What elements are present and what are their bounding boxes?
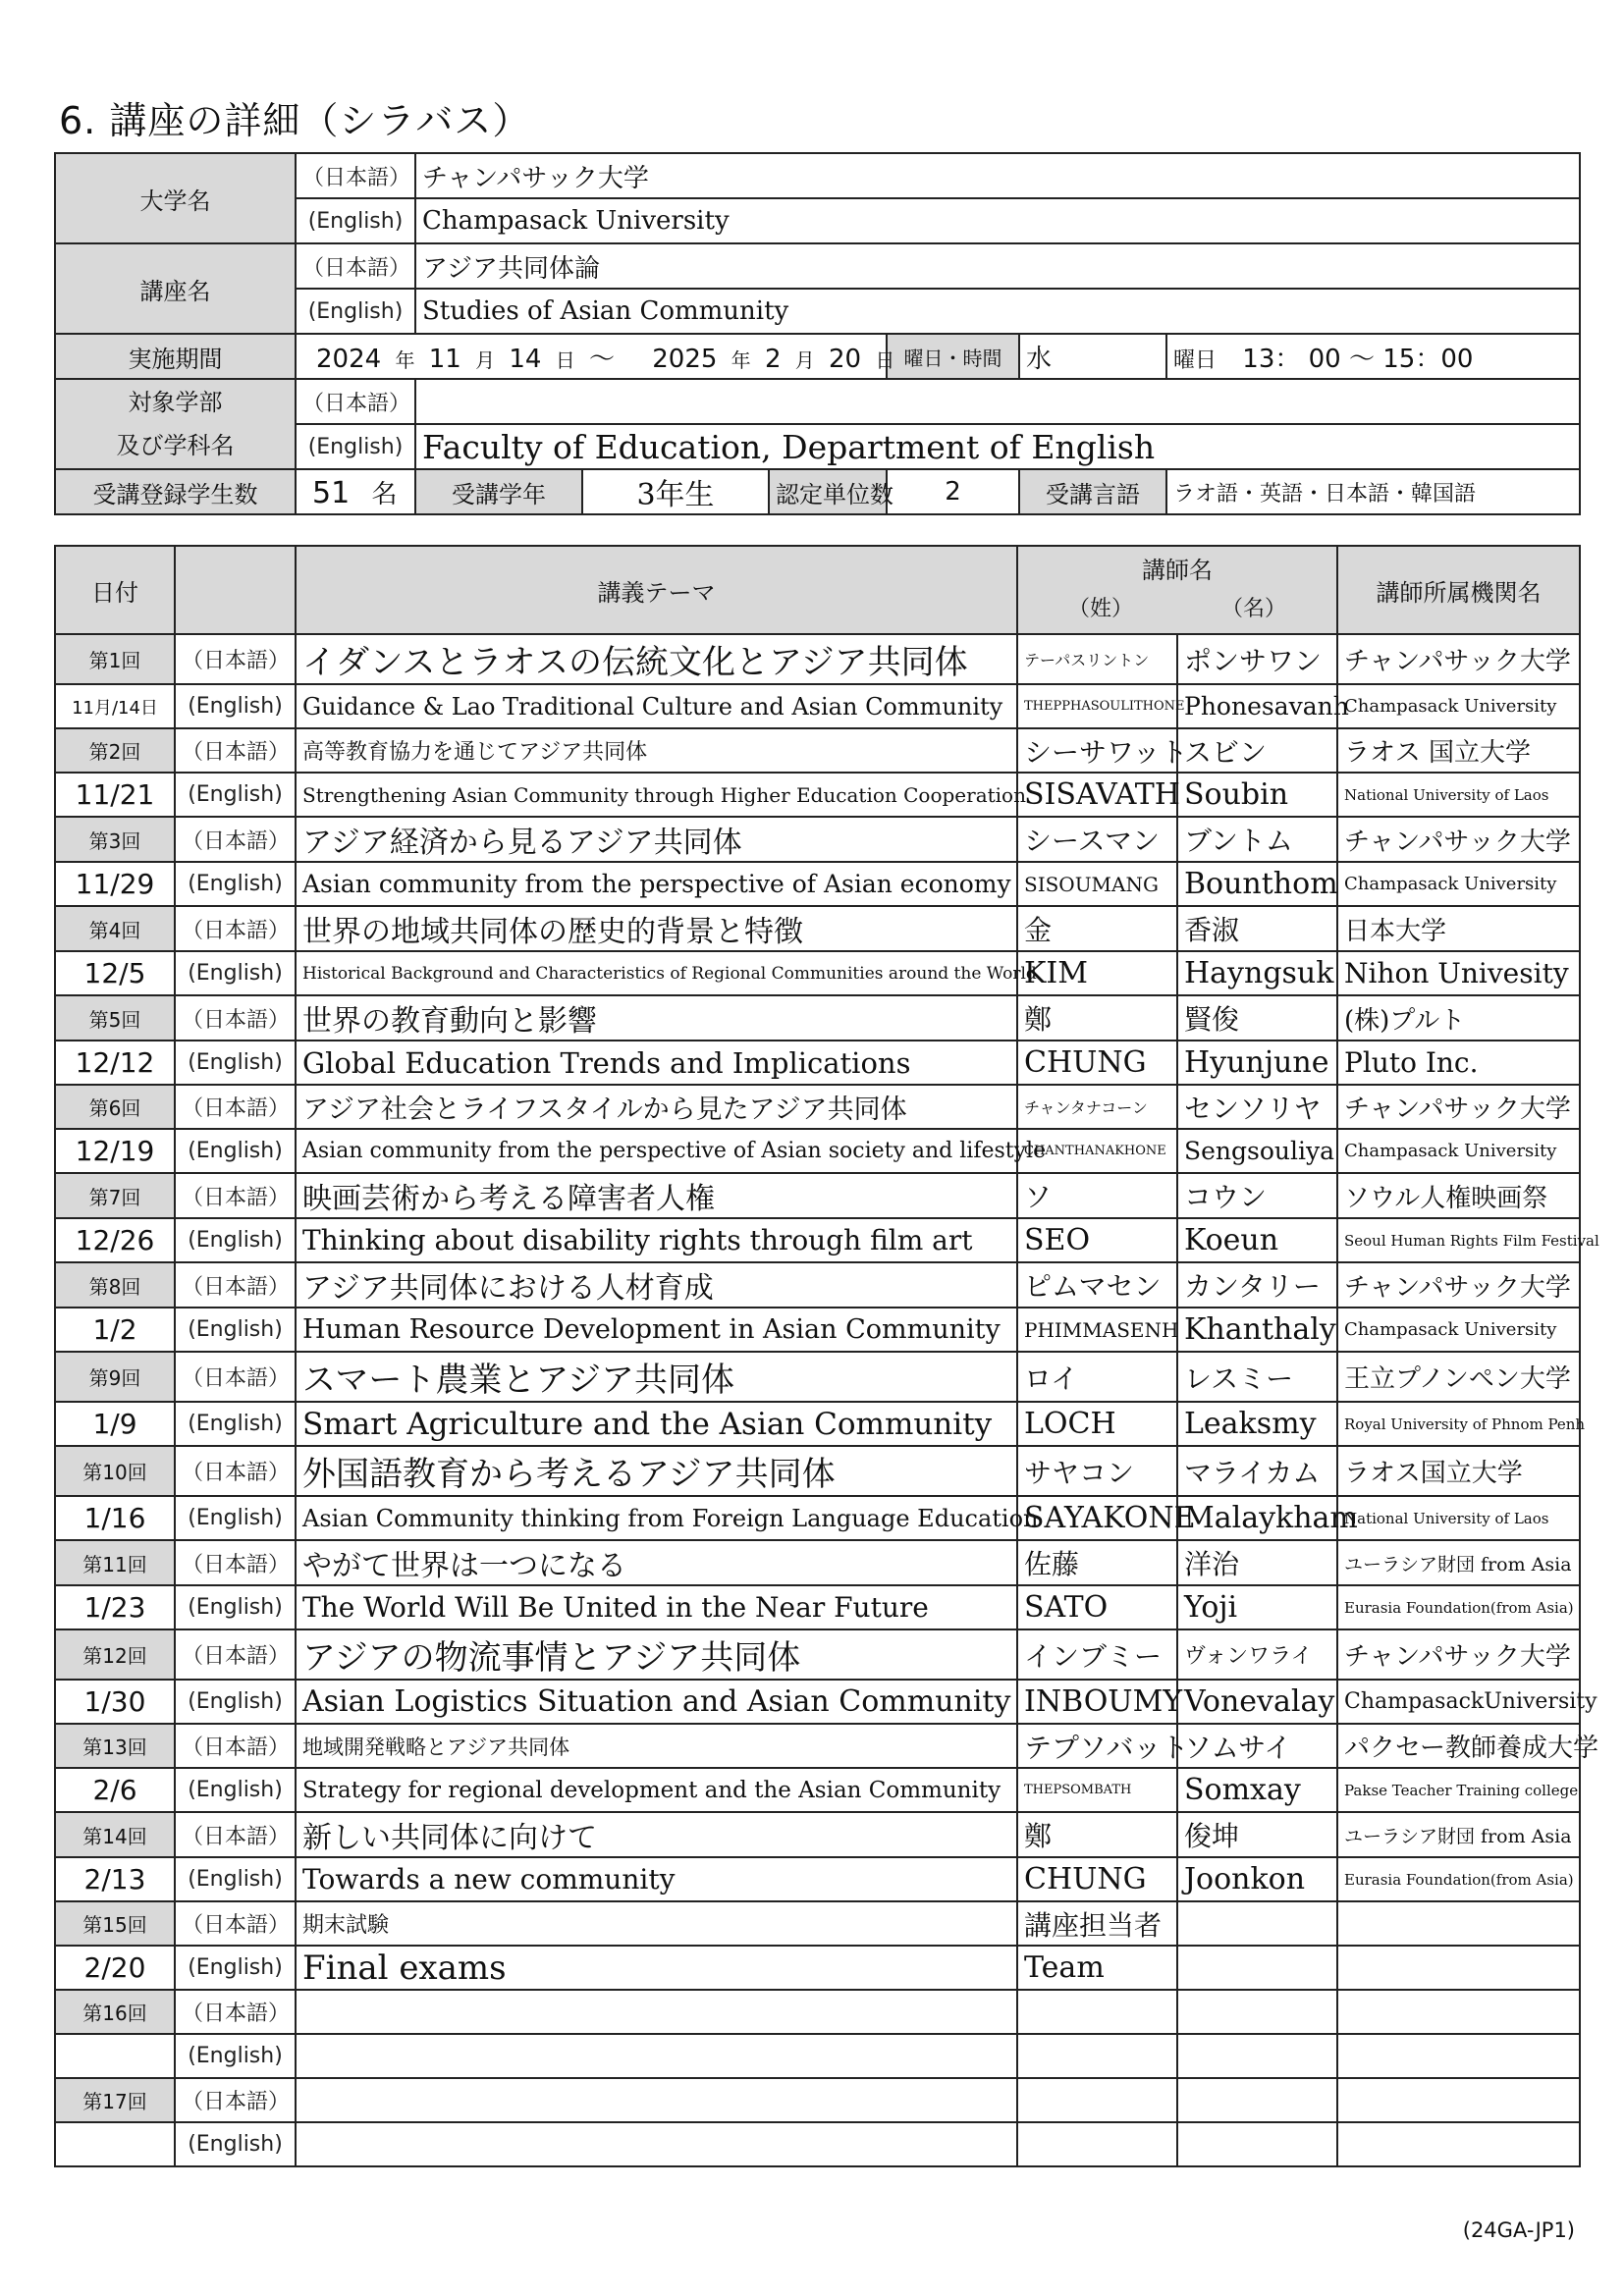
lang-ja-label: （日本語）	[175, 2078, 296, 2122]
lecturer-surname-en: SISOUMANG	[1017, 862, 1177, 906]
affiliation-ja: ソウル人権映画祭	[1337, 1173, 1580, 1218]
session-date: 2/20	[55, 1946, 175, 1990]
lang-en-label: (English)	[175, 862, 296, 906]
month-unit: 月	[475, 347, 496, 372]
theme-ja: 高等教育協力を通じてアジア共同体	[296, 728, 1017, 773]
session-row-en	[55, 951, 1580, 995]
session-row-en	[55, 1496, 1580, 1540]
lecturer-given-ja: コウン	[1177, 1173, 1337, 1218]
session-date: 12/5	[55, 951, 175, 995]
affiliation-ja: ラオス 国立大学	[1337, 728, 1580, 773]
lang-en-label: (English)	[296, 424, 415, 469]
lecturer-given-en: Malaykham	[1177, 1496, 1337, 1540]
theme-en: Strengthening Asian Community through Higher Education Cooperation	[296, 773, 1017, 817]
session-date: 12/19	[55, 1129, 175, 1173]
lang-ja-label: （日本語）	[175, 728, 296, 773]
course-en: Studies of Asian Community	[415, 289, 1580, 334]
lecturer-subheaders	[1024, 590, 1330, 629]
students-label: 受講登録学生数	[55, 469, 296, 514]
lecturer-surname-ja: ロイ	[1017, 1352, 1177, 1402]
lecturer-surname-en: SATO	[1017, 1585, 1177, 1629]
session-number: 第5回	[55, 995, 175, 1041]
theme-ja: アジアの物流事情とアジア共同体	[296, 1629, 1017, 1680]
lecturer-surname-ja: テプソバット	[1017, 1724, 1177, 1768]
lang-en-label: (English)	[175, 1496, 296, 1540]
lang-en-label: (English)	[175, 2122, 296, 2166]
session-row-ja	[55, 1629, 1580, 1680]
lang-en-label: (English)	[175, 1768, 296, 1812]
affiliation-en: Champasack University	[1337, 1129, 1580, 1173]
session-date: 11/29	[55, 862, 175, 906]
theme-en: Historical Background and Characteristics of Regional Communities around the World	[296, 951, 1017, 995]
lang-ja-label: （日本語）	[175, 1262, 296, 1308]
lang-ja-label: （日本語）	[175, 995, 296, 1041]
affiliation-en: Pakse Teacher Training college	[1337, 1768, 1580, 1812]
lang-ja-label: （日本語）	[175, 817, 296, 862]
affiliation-ja	[1337, 2078, 1580, 2122]
session-row-en	[55, 1768, 1580, 1812]
affiliation-en: Pluto Inc.	[1337, 1041, 1580, 1085]
session-date: 1/9	[55, 1402, 175, 1446]
affiliation-en	[1337, 2034, 1580, 2078]
date-header: 日付	[55, 546, 175, 634]
lecturer-given-en: Koeun	[1177, 1218, 1337, 1262]
theme-ja: 映画芸術から考える障害者人権	[296, 1173, 1017, 1218]
lecturer-surname-en: CHUNG	[1017, 1041, 1177, 1085]
lecturer-surname-en: SEO	[1017, 1218, 1177, 1262]
lecturer-given-ja: 賢俊	[1177, 995, 1337, 1041]
lecturer-given-en	[1177, 2034, 1337, 2078]
lecturer-given-en: Khanthaly	[1177, 1308, 1337, 1352]
affiliation-en: ChampasackUniversity	[1337, 1680, 1580, 1724]
session-row-ja	[55, 1901, 1580, 1946]
lecturer-surname-ja: テーパスリントン	[1017, 634, 1177, 684]
lang-en-label: (English)	[175, 951, 296, 995]
lang-en-label: (English)	[296, 198, 415, 243]
session-row-ja	[55, 1352, 1580, 1402]
session-number: 第12回	[55, 1629, 175, 1680]
theme-ja: イダンスとラオスの伝統文化とアジア共同体	[296, 634, 1017, 684]
affiliation-en: National University of Laos	[1337, 773, 1580, 817]
lang-en-label: (English)	[175, 1402, 296, 1446]
affiliation-en: Nihon Univesity	[1337, 951, 1580, 995]
lecturer-given-ja: マライカム	[1177, 1446, 1337, 1496]
affiliation-en	[1337, 2122, 1580, 2166]
affiliation-en: National University of Laos	[1337, 1496, 1580, 1540]
grade-label: 受講学年	[415, 469, 582, 514]
theme-ja: アジア共同体における人材育成	[296, 1262, 1017, 1308]
theme-en: Global Education Trends and Implications	[296, 1041, 1017, 1085]
lecturer-given-ja: 洋治	[1177, 1540, 1337, 1585]
lecturer-given-ja: ポンサワン	[1177, 634, 1337, 684]
lecturer-surname-ja: シースマン	[1017, 817, 1177, 862]
affiliation-ja: 日本大学	[1337, 906, 1580, 951]
session-date: 1/2	[55, 1308, 175, 1352]
lang-en-label: (English)	[175, 1308, 296, 1352]
lang-ja-label: （日本語）	[175, 1812, 296, 1857]
lang-ja-label: （日本語）	[296, 379, 415, 424]
session-row-ja	[55, 1446, 1580, 1496]
lang-en-label: (English)	[175, 1585, 296, 1629]
session-number: 第4回	[55, 906, 175, 951]
lecturer-surname-ja: チャンタナコーン	[1017, 1085, 1177, 1129]
lang-ja-label: （日本語）	[175, 1901, 296, 1946]
lecturer-surname-en: KIM	[1017, 951, 1177, 995]
theme-en: Towards a new community	[296, 1857, 1017, 1901]
faculty-label-line1: 対象学部	[128, 389, 223, 416]
lecturer-surname-en: SISAVATH	[1017, 773, 1177, 817]
lecturer-surname-ja: サヤコン	[1017, 1446, 1177, 1496]
session-date: 11月/14日	[55, 684, 175, 728]
session-row-ja	[55, 634, 1580, 684]
affiliation-en: Champasack University	[1337, 862, 1580, 906]
course-info-table	[54, 152, 1581, 515]
affiliation-en: Champasack University	[1337, 684, 1580, 728]
surname-header: （姓）	[1067, 597, 1133, 621]
session-date: 2/6	[55, 1768, 175, 1812]
lang-ja-label: （日本語）	[296, 243, 415, 289]
form-code: (24GA-JP1)	[1462, 2218, 1575, 2242]
session-number: 第14回	[55, 1812, 175, 1857]
session-date: 1/16	[55, 1496, 175, 1540]
affiliation-ja	[1337, 1990, 1580, 2034]
lecturer-given-en	[1177, 2122, 1337, 2166]
affiliation-en: Eurasia Foundation(from Asia)	[1337, 1585, 1580, 1629]
lecturer-given-ja: レスミー	[1177, 1352, 1337, 1402]
time-value	[1166, 334, 1580, 379]
session-row-ja	[55, 906, 1580, 951]
session-row-en	[55, 1129, 1580, 1173]
faculty-label-line2: 及び学科名	[116, 432, 235, 459]
lecturer-header-title: 講師名	[1142, 557, 1213, 584]
lecturer-surname-en: Team	[1017, 1946, 1177, 1990]
session-date: 2/13	[55, 1857, 175, 1901]
lang-ja-label: （日本語）	[175, 1540, 296, 1585]
session-date	[55, 2034, 175, 2078]
lecturer-given-ja: カンタリー	[1177, 1262, 1337, 1308]
lang-en-label: (English)	[175, 2034, 296, 2078]
theme-en: Asian community from the perspective of Asian economy	[296, 862, 1017, 906]
theme-en	[296, 2122, 1017, 2166]
affiliation-en: Royal University of Phnom Penh	[1337, 1402, 1580, 1446]
theme-en: The World Will Be United in the Near Future	[296, 1585, 1017, 1629]
students-unit: 名	[371, 479, 398, 509]
faculty-en: Faculty of Education, Department of English	[415, 424, 1580, 469]
lecturer-given-ja: ソムサイ	[1177, 1724, 1337, 1768]
session-number: 第2回	[55, 728, 175, 773]
affiliation-ja: パクセー教師養成大学	[1337, 1724, 1580, 1768]
lecturer-surname-ja	[1017, 1990, 1177, 2034]
lecturer-given-ja: 俊坤	[1177, 1812, 1337, 1857]
lang-en-label: (English)	[296, 289, 415, 334]
lecturer-given-ja: スビン	[1177, 728, 1337, 773]
session-row-en	[55, 1218, 1580, 1262]
lecturer-surname-en: INBOUMY	[1017, 1680, 1177, 1724]
affiliation-ja: ユーラシア財団 from Asia	[1337, 1812, 1580, 1857]
lecturer-given-ja: ブントム	[1177, 817, 1337, 862]
students-count: 51	[312, 475, 351, 510]
session-row-ja	[55, 1173, 1580, 1218]
lang-ja-label: （日本語）	[175, 1446, 296, 1496]
day-unit: 日	[875, 347, 895, 372]
session-number: 第1回	[55, 634, 175, 684]
students-value	[296, 469, 415, 514]
session-row-ja	[55, 728, 1580, 773]
theme-ja: やがて世界は一つになる	[296, 1540, 1017, 1585]
lecturer-surname-en: PHIMMASENH	[1017, 1308, 1177, 1352]
lecturer-given-ja: 香淑	[1177, 906, 1337, 951]
session-row-ja	[55, 817, 1580, 862]
session-row-ja	[55, 1262, 1580, 1308]
lecturer-surname-en: SAYAKONE	[1017, 1496, 1177, 1540]
end-month: 2	[764, 344, 782, 374]
session-row-ja	[55, 1812, 1580, 1857]
weekday-value: 水	[1019, 334, 1166, 379]
theme-ja	[296, 2078, 1017, 2122]
lang-ja-label: （日本語）	[175, 1352, 296, 1402]
lecturer-surname-ja: 講座担当者	[1017, 1901, 1177, 1946]
lecturer-surname-ja: シーサワット	[1017, 728, 1177, 773]
lecturer-surname-en: LOCH	[1017, 1402, 1177, 1446]
languages-value: ラオ語・英語・日本語・韓国語	[1166, 469, 1580, 514]
time-range: 13： 00 ～ 15：00	[1242, 344, 1474, 374]
session-row-ja	[55, 1085, 1580, 1129]
lecturer-given-en: Leaksmy	[1177, 1402, 1337, 1446]
course-ja: アジア共同体論	[415, 243, 1580, 289]
theme-en: Asian Community thinking from Foreign Language Education	[296, 1496, 1017, 1540]
session-date: 1/30	[55, 1680, 175, 1724]
lang-ja-label: （日本語）	[296, 153, 415, 198]
faculty-ja	[415, 379, 1580, 424]
session-row-ja	[55, 2078, 1580, 2122]
theme-en: Human Resource Development in Asian Community	[296, 1308, 1017, 1352]
session-number: 第3回	[55, 817, 175, 862]
session-row-en	[55, 1946, 1580, 1990]
lang-en-label: (English)	[175, 684, 296, 728]
lecturer-given-en: Joonkon	[1177, 1857, 1337, 1901]
affiliation-en: Seoul Human Rights Film Festival	[1337, 1218, 1580, 1262]
lang-ja-label: （日本語）	[175, 634, 296, 684]
theme-en: Thinking about disability rights through film art	[296, 1218, 1017, 1262]
lecturer-given-ja: ヴォンワライ	[1177, 1629, 1337, 1680]
lecturer-surname-ja: 鄭	[1017, 1812, 1177, 1857]
language-label: 受講言語	[1019, 469, 1166, 514]
session-number: 第10回	[55, 1446, 175, 1496]
affiliation-ja: チャンパサック大学	[1337, 1262, 1580, 1308]
lecturer-surname-ja: ピムマセン	[1017, 1262, 1177, 1308]
affiliation-ja: (株)プルト	[1337, 995, 1580, 1041]
session-row-en	[55, 1680, 1580, 1724]
lecturer-given-ja	[1177, 2078, 1337, 2122]
session-row-ja	[55, 1540, 1580, 1585]
session-row-en	[55, 1402, 1580, 1446]
session-number: 第13回	[55, 1724, 175, 1768]
lang-ja-label: （日本語）	[175, 1085, 296, 1129]
schedule-table	[54, 545, 1599, 2167]
lecturer-surname-en: CHUNG	[1017, 1857, 1177, 1901]
year-unit: 年	[731, 347, 751, 372]
weekday-time-label: 曜日・時間	[887, 334, 1019, 379]
lecturer-given-en: Bounthom	[1177, 862, 1337, 906]
affiliation-ja	[1337, 1901, 1580, 1946]
session-row-en	[55, 1857, 1580, 1901]
lecturer-given-en: Phonesavanh	[1177, 684, 1337, 728]
lang-ja-label: （日本語）	[175, 1173, 296, 1218]
theme-en: Final exams	[296, 1946, 1017, 1990]
theme-header: 講義テーマ	[296, 546, 1017, 634]
lang-ja-label: （日本語）	[175, 1990, 296, 2034]
lang-en-label: (English)	[175, 773, 296, 817]
lecturer-given-en: Hayngsuk	[1177, 951, 1337, 995]
affiliation-en: Champasack University	[1337, 1308, 1580, 1352]
theme-ja: 期末試験	[296, 1901, 1017, 1946]
credits-value: 2	[887, 469, 1019, 514]
theme-ja: 地域開発戦略とアジア共同体	[296, 1724, 1017, 1768]
session-date: 12/26	[55, 1218, 175, 1262]
session-row-ja	[55, 995, 1580, 1041]
month-unit: 月	[794, 347, 815, 372]
session-number: 第9回	[55, 1352, 175, 1402]
lecturer-surname-en: CHANTHANAKHONE	[1017, 1129, 1177, 1173]
start-year: 2024	[316, 344, 382, 374]
lang-en-label: (English)	[175, 1946, 296, 1990]
session-row-en	[55, 2034, 1580, 2078]
year-unit: 年	[395, 347, 415, 372]
affiliation-ja: ラオス国立大学	[1337, 1446, 1580, 1496]
theme-en: Asian community from the perspective of Asian society and lifestyle	[296, 1129, 1017, 1173]
affiliation-ja: チャンパサック大学	[1337, 634, 1580, 684]
period-label: 実施期間	[55, 334, 296, 379]
session-row-ja	[55, 1990, 1580, 2034]
university-ja: チャンパサック大学	[415, 153, 1580, 198]
theme-en: Smart Agriculture and the Asian Community	[296, 1402, 1017, 1446]
university-en: Champasack University	[415, 198, 1580, 243]
lang-en-label: (English)	[175, 1857, 296, 1901]
affiliation-header: 講師所属機関名	[1337, 546, 1580, 634]
lecturer-surname-en	[1017, 2122, 1177, 2166]
theme-ja: アジア経済から見るアジア共同体	[296, 817, 1017, 862]
theme-en	[296, 2034, 1017, 2078]
course-label: 講座名	[55, 243, 296, 334]
lecturer-surname-ja: インブミー	[1017, 1629, 1177, 1680]
affiliation-en: Eurasia Foundation(from Asia)	[1337, 1857, 1580, 1901]
university-label: 大学名	[55, 153, 296, 243]
end-day: 20	[829, 344, 862, 374]
lecturer-surname-ja: 金	[1017, 906, 1177, 951]
lang-ja-label: （日本語）	[175, 906, 296, 951]
lecturer-surname-en	[1017, 2034, 1177, 2078]
lecturer-given-en: Somxay	[1177, 1768, 1337, 1812]
theme-ja: 世界の地域共同体の歴史的背景と特徴	[296, 906, 1017, 951]
affiliation-ja: ユーラシア財団 from Asia	[1337, 1540, 1580, 1585]
grade-value: 3年生	[582, 469, 769, 514]
lang-en-label: (English)	[175, 1218, 296, 1262]
lecturer-given-en	[1177, 1946, 1337, 1990]
session-row-en	[55, 1308, 1580, 1352]
period-value	[296, 334, 895, 379]
lecturer-surname-ja	[1017, 2078, 1177, 2122]
theme-ja: スマート農業とアジア共同体	[296, 1352, 1017, 1402]
theme-ja	[296, 1990, 1017, 2034]
lecturer-surname-en: THEPSOMBATH	[1017, 1768, 1177, 1812]
lang-header	[175, 546, 296, 634]
lecturer-surname-ja: 佐藤	[1017, 1540, 1177, 1585]
session-number: 第16回	[55, 1990, 175, 2034]
lecturer-given-en: Vonevalay	[1177, 1680, 1337, 1724]
lang-ja-label: （日本語）	[175, 1629, 296, 1680]
session-date	[55, 2122, 175, 2166]
session-row-en	[55, 684, 1580, 728]
start-day: 14	[509, 344, 542, 374]
theme-ja: 世界の教育動向と影響	[296, 995, 1017, 1041]
theme-en: Guidance & Lao Traditional Culture and Asian Community	[296, 684, 1017, 728]
session-number: 第11回	[55, 1540, 175, 1585]
affiliation-ja: チャンパサック大学	[1337, 1629, 1580, 1680]
day-unit: 日	[555, 347, 575, 372]
session-row-en	[55, 2122, 1580, 2166]
tilde: ～	[588, 344, 615, 374]
theme-ja: 新しい共同体に向けて	[296, 1812, 1017, 1857]
session-row-en	[55, 773, 1580, 817]
session-number: 第7回	[55, 1173, 175, 1218]
lang-ja-label: （日本語）	[175, 1724, 296, 1768]
session-number: 第17回	[55, 2078, 175, 2122]
lang-en-label: (English)	[175, 1041, 296, 1085]
lecturer-given-ja	[1177, 1990, 1337, 2034]
session-date: 1/23	[55, 1585, 175, 1629]
session-row-en	[55, 1041, 1580, 1085]
session-number: 第6回	[55, 1085, 175, 1129]
lecturer-given-ja	[1177, 1901, 1337, 1946]
theme-en: Strategy for regional development and the Asian Community	[296, 1768, 1017, 1812]
theme-en: Asian Logistics Situation and Asian Community	[296, 1680, 1017, 1724]
start-month: 11	[428, 344, 461, 374]
credits-label: 認定単位数	[769, 469, 887, 514]
lecturer-surname-ja: ソ	[1017, 1173, 1177, 1218]
lecturer-surname-en: THEPPHASOULITHONE	[1017, 684, 1177, 728]
weekday-unit: 曜日	[1173, 347, 1218, 373]
lang-en-label: (English)	[175, 1129, 296, 1173]
page-title: 6. 講座の詳細（シラバス）	[59, 99, 531, 142]
session-date: 11/21	[55, 773, 175, 817]
session-number: 第8回	[55, 1262, 175, 1308]
affiliation-ja: チャンパサック大学	[1337, 817, 1580, 862]
faculty-label	[55, 379, 296, 469]
session-date: 12/12	[55, 1041, 175, 1085]
schedule-body	[55, 634, 1599, 2166]
lecturer-header	[1017, 546, 1337, 634]
session-row-ja	[55, 1724, 1580, 1768]
theme-ja: 外国語教育から考えるアジア共同体	[296, 1446, 1017, 1496]
lang-en-label: (English)	[175, 1680, 296, 1724]
affiliation-ja: 王立プノンペン大学	[1337, 1352, 1580, 1402]
affiliation-en	[1337, 1946, 1580, 1990]
session-row-en	[55, 862, 1580, 906]
session-row-en	[55, 1585, 1580, 1629]
end-year: 2025	[652, 344, 718, 374]
lecturer-given-en: Yoji	[1177, 1585, 1337, 1629]
lecturer-given-en: Hyunjune	[1177, 1041, 1337, 1085]
lecturer-surname-ja: 鄭	[1017, 995, 1177, 1041]
affiliation-ja: チャンパサック大学	[1337, 1085, 1580, 1129]
lecturer-given-ja: センソリヤ	[1177, 1085, 1337, 1129]
theme-ja: アジア社会とライフスタイルから見たアジア共同体	[296, 1085, 1017, 1129]
lecturer-given-en: Sengsouliya	[1177, 1129, 1337, 1173]
session-number: 第15回	[55, 1901, 175, 1946]
given-header: （名）	[1220, 597, 1286, 621]
lecturer-given-en: Soubin	[1177, 773, 1337, 817]
